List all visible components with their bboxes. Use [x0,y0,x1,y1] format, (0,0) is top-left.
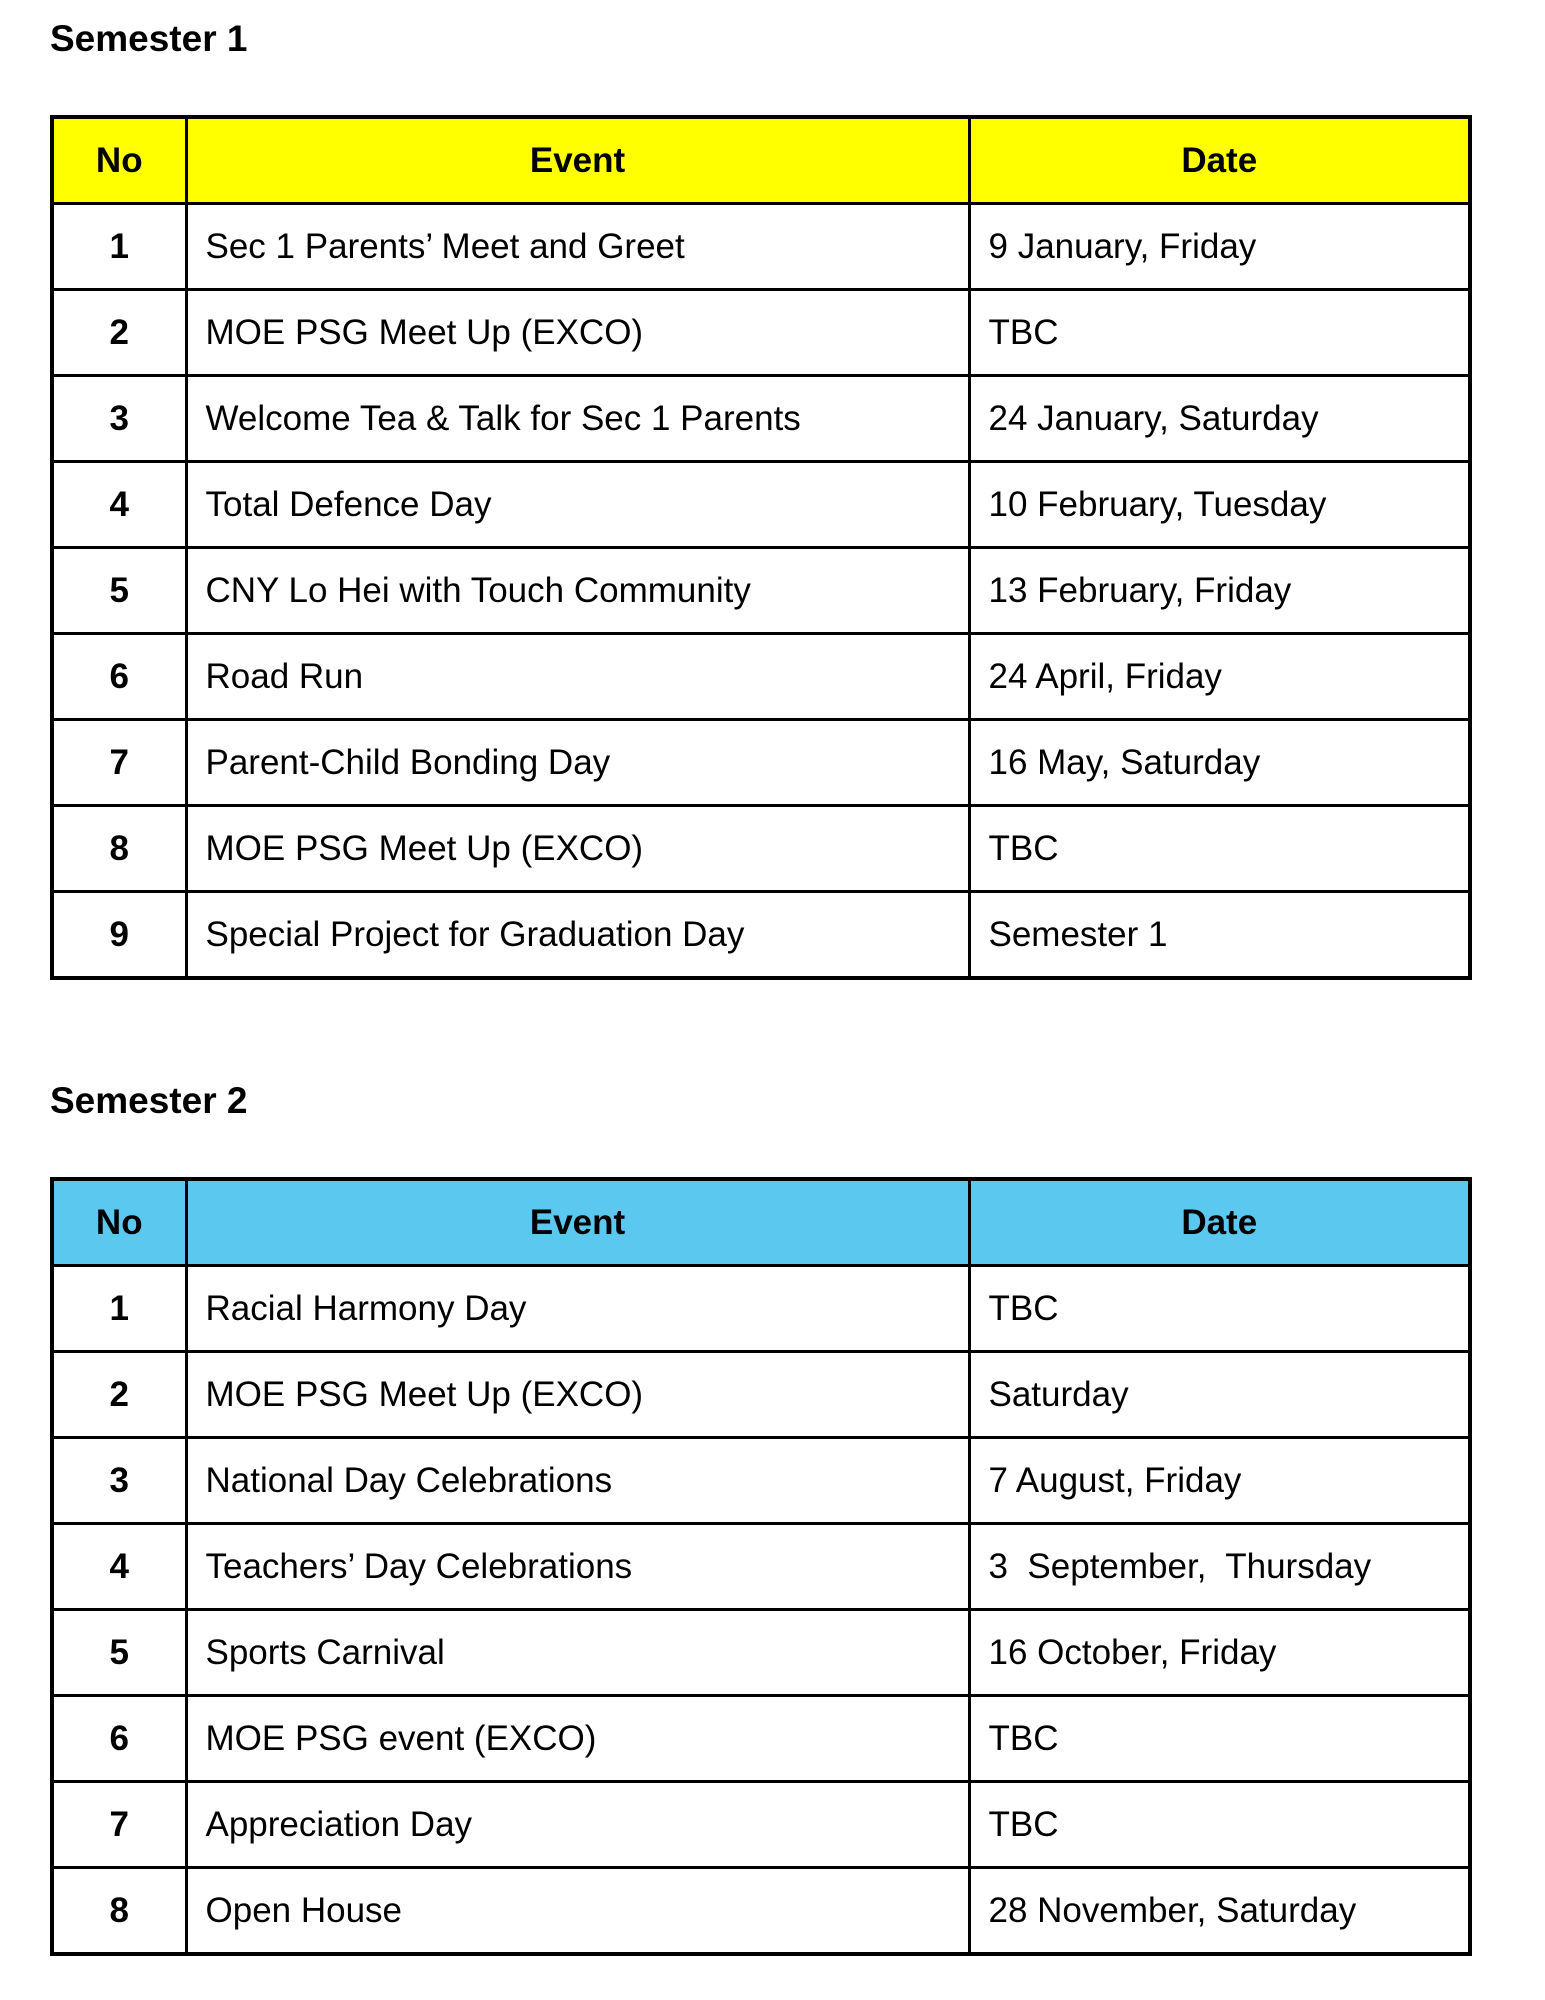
cell-date: 24 April, Friday [969,634,1470,720]
cell-date: 24 January, Saturday [969,376,1470,462]
cell-no: 2 [52,290,186,376]
cell-no: 5 [52,548,186,634]
cell-no: 6 [52,634,186,720]
cell-event: Open House [186,1868,969,1955]
header-event: Event [186,1179,969,1266]
table-row [52,806,1470,892]
table-row [52,1782,1470,1868]
cell-no: 3 [52,376,186,462]
cell-date: 9 January, Friday [969,204,1470,290]
cell-no: 8 [52,806,186,892]
cell-event: Parent-Child Bonding Day [186,720,969,806]
cell-date: 16 May, Saturday [969,720,1470,806]
cell-event: Welcome Tea & Talk for Sec 1 Parents [186,376,969,462]
semester1-table [50,115,1472,980]
table-row [52,376,1470,462]
cell-event: Teachers’ Day Celebrations [186,1524,969,1610]
cell-event: Sports Carnival [186,1610,969,1696]
cell-no: 4 [52,1524,186,1610]
cell-date: 13 February, Friday [969,548,1470,634]
table-row [52,1610,1470,1696]
semester1-title: Semester 1 [50,18,248,59]
table-row [52,1868,1470,1955]
cell-no: 9 [52,892,186,979]
cell-no: 5 [52,1610,186,1696]
cell-event: Total Defence Day [186,462,969,548]
cell-date: 7 August, Friday [969,1438,1470,1524]
table-row [52,892,1470,979]
cell-date: TBC [969,806,1470,892]
cell-date: TBC [969,1782,1470,1868]
header-date: Date [969,1179,1470,1266]
cell-date: 3 September, Thursday [969,1524,1470,1610]
table-row [52,1352,1470,1438]
cell-no: 4 [52,462,186,548]
table-row [52,204,1470,290]
cell-event: Special Project for Graduation Day [186,892,969,979]
cell-no: 7 [52,720,186,806]
cell-no: 6 [52,1696,186,1782]
table-row [52,720,1470,806]
cell-event: Appreciation Day [186,1782,969,1868]
cell-event: National Day Celebrations [186,1438,969,1524]
table-row [52,1438,1470,1524]
table-row [52,1696,1470,1782]
table-row [52,634,1470,720]
cell-event: CNY Lo Hei with Touch Community [186,548,969,634]
cell-event: Sec 1 Parents’ Meet and Greet [186,204,969,290]
table-row [52,1266,1470,1352]
table-header-row [52,1179,1470,1266]
cell-no: 2 [52,1352,186,1438]
table-row [52,1524,1470,1610]
cell-no: 8 [52,1868,186,1955]
cell-event: MOE PSG event (EXCO) [186,1696,969,1782]
cell-date: 10 February, Tuesday [969,462,1470,548]
cell-event: MOE PSG Meet Up (EXCO) [186,290,969,376]
cell-event: Road Run [186,634,969,720]
semester2-table [50,1177,1472,1956]
header-no: No [52,117,186,204]
cell-date: TBC [969,290,1470,376]
header-event: Event [186,117,969,204]
cell-date: 16 October, Friday [969,1610,1470,1696]
cell-date: TBC [969,1266,1470,1352]
table-row [52,548,1470,634]
cell-no: 3 [52,1438,186,1524]
cell-date: TBC [969,1696,1470,1782]
table-row [52,462,1470,548]
cell-date: Semester 1 [969,892,1470,979]
cell-date: 28 November, Saturday [969,1868,1470,1955]
cell-event: MOE PSG Meet Up (EXCO) [186,806,969,892]
header-no: No [52,1179,186,1266]
semester2-title: Semester 2 [50,1080,248,1121]
cell-no: 7 [52,1782,186,1868]
cell-event: Racial Harmony Day [186,1266,969,1352]
header-date: Date [969,117,1470,204]
cell-no: 1 [52,1266,186,1352]
cell-event: MOE PSG Meet Up (EXCO) [186,1352,969,1438]
cell-no: 1 [52,204,186,290]
table-header-row [52,117,1470,204]
cell-date: Saturday [969,1352,1470,1438]
table-row [52,290,1470,376]
